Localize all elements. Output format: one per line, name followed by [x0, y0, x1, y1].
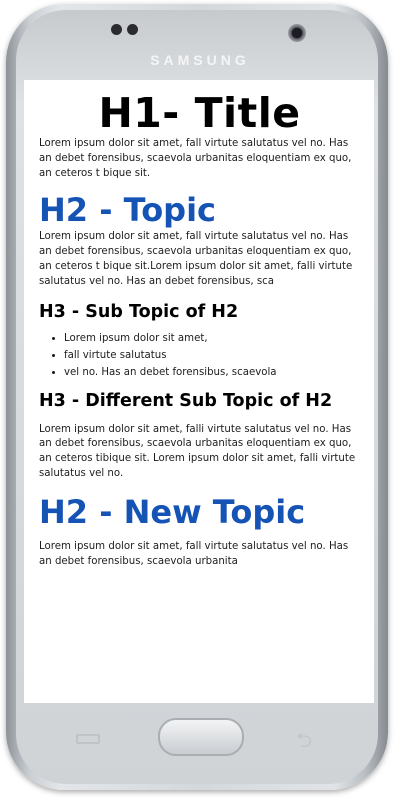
front-camera-icon [288, 24, 306, 42]
topic-paragraph: Lorem ipsum dolor sit amet, fall virtute salutatus vel no. Has an debet forensibus, scaevola urbanitas eloquentiam ex quo, an ceteros t bique sit.Lorem ipsum dolor sit amet, falli virtute salutatus vel no. Has an debet forensibus, sca [39, 231, 353, 287]
back-icon[interactable]: ⮌ [296, 728, 313, 752]
home-button[interactable] [158, 718, 244, 756]
list-item: • vel no. Has an debet forensibus, scaevola [64, 364, 360, 381]
recent-apps-icon[interactable] [76, 734, 100, 744]
page-title-h1: H1- Title [98, 89, 301, 137]
brand-logo: SAMSUNG [150, 52, 250, 68]
phone-screen[interactable] [24, 80, 374, 703]
bullet-list [39, 330, 360, 381]
light-sensor-icon [127, 24, 138, 35]
different-subtopic-heading-h3: H3 - Different Sub Topic of H2 [39, 390, 333, 411]
list-item: • fall virtute salutatus [64, 347, 360, 364]
topic-heading-h2: H2 - Topic [39, 191, 217, 230]
new-topic-heading-h2: H2 - New Topic [39, 492, 306, 531]
subtopic-paragraph: Lorem ipsum dolor sit amet, falli virtute salutatus vel no. Has an debet forensibus, scaevola urbanitas eloquentiam ex quo, an ceteros tibique sit. Lorem ipsum dolor sit amet, falli virtute salutatus vel no. [39, 423, 356, 479]
page-content [24, 88, 374, 569]
new-topic-paragraph: Lorem ipsum dolor sit amet, fall virtute salutatus vel no. Has an debet forensibus, scaevola urbanita [39, 540, 349, 567]
list-item: • Lorem ipsum dolor sit amet, [64, 330, 360, 347]
intro-paragraph: Lorem ipsum dolor sit amet, fall virtute salutatus vel no. Has an debet forensibus, scaevola urbanitas eloquentiam ex quo, an ceteros t bique sit. [39, 138, 352, 179]
proximity-sensor-icon [111, 24, 122, 35]
subtopic-heading-h3: H3 - Sub Topic of H2 [39, 301, 239, 322]
